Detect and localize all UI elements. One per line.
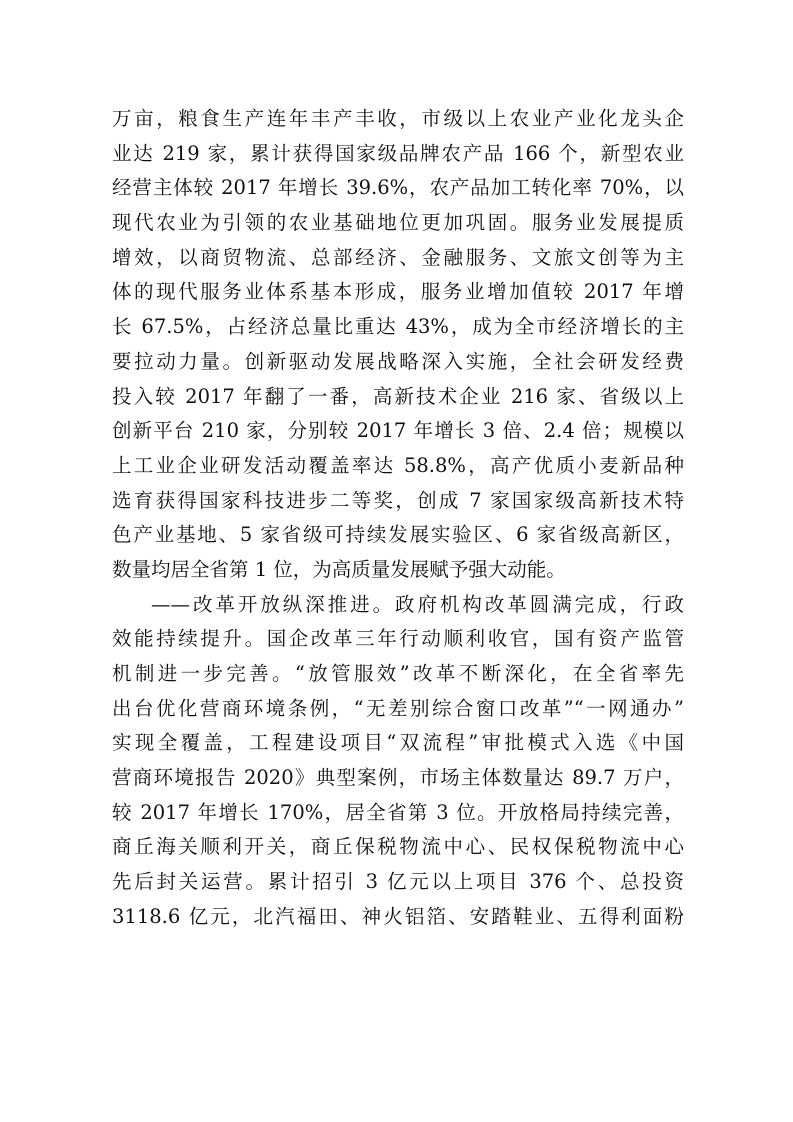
paragraph-2-line-4: 出台优化营商环境条例，“无差别综合窗口改革”“一网通办” [112,696,684,720]
paragraph-1-line-3: 经营主体较 2017 年增长 39.6%，农产品加工转化率 70%，以 [112,176,684,200]
paragraph-2-line-6: 营商环境报告 2020》典型案例，市场主体数量达 89.7 万户， [112,766,684,790]
paragraph-2-line-9: 先后封关运营。累计招引 3 亿元以上项目 376 个、总投资 [112,870,684,894]
paragraph-1-line-12: 选育获得国家科技进步二等奖，创成 7 家国家级高新技术特 [112,488,684,512]
paragraph-1-line-10: 创新平台 210 家，分别较 2017 年增长 3 倍、2.4 倍；规模以 [112,419,684,443]
paragraph-2-line-7: 较 2017 年增长 170%，居全省第 3 位。开放格局持续完善， [112,800,684,824]
body-text [112,102,684,935]
paragraph-2-line-10: 3118.6 亿元，北汽福田、神火铝箔、安踏鞋业、五得利面粉 [112,904,684,928]
paragraph-1-line-8: 要拉动力量。创新驱动发展战略深入实施，全社会研发经费 [112,349,684,373]
paragraph-1-line-11: 上工业企业研发活动覆盖率达 58.8%，高产优质小麦新品种 [112,453,684,477]
paragraph-1-line-7: 长 67.5%，占经济总量比重达 43%，成为全市经济增长的主 [112,315,684,339]
paragraph-2-line-3: 机制进一步完善。“放管服效”改革不断深化，在全省率先 [112,662,684,685]
paragraph-2-line-2: 效能持续提升。国企改革三年行动顺利收官，国有资产监管 [112,627,684,651]
paragraph-2-line-8: 商丘海关顺利开关，商丘保税物流中心、民权保税物流中心 [112,835,684,859]
paragraph-2-line-5: 实现全覆盖，工程建设项目“双流程”审批模式入选《中国 [112,731,684,755]
paragraph-1-line-9: 投入较 2017 年翻了一番，高新技术企业 216 家、省级以上 [112,384,684,408]
paragraph-1-line-2: 业达 219 家，累计获得国家级品牌农产品 166 个，新型农业 [112,141,684,165]
paragraph-1-line-5: 增效，以商贸物流、总部经济、金融服务、文旅文创等为主 [112,245,684,269]
paragraph-1-line-4: 现代农业为引领的农业基础地位更加巩固。服务业发展提质 [112,211,684,235]
paragraph-1-line-6: 体的现代服务业体系基本形成，服务业增加值较 2017 年增 [112,280,684,304]
paragraph-2-line-1: ——改革开放纵深推进。政府机构改革圆满完成，行政 [151,592,684,616]
paragraph-1-line-1: 万亩，粮食生产连年丰产丰收，市级以上农业产业化龙头企 [112,107,684,130]
paragraph-1-line-13: 色产业基地、5 家省级可持续发展实验区、6 家省级高新区， [112,523,684,547]
paragraph-1-line-14: 数量均居全省第 1 位，为高质量发展赋予强大动能。 [112,557,566,581]
